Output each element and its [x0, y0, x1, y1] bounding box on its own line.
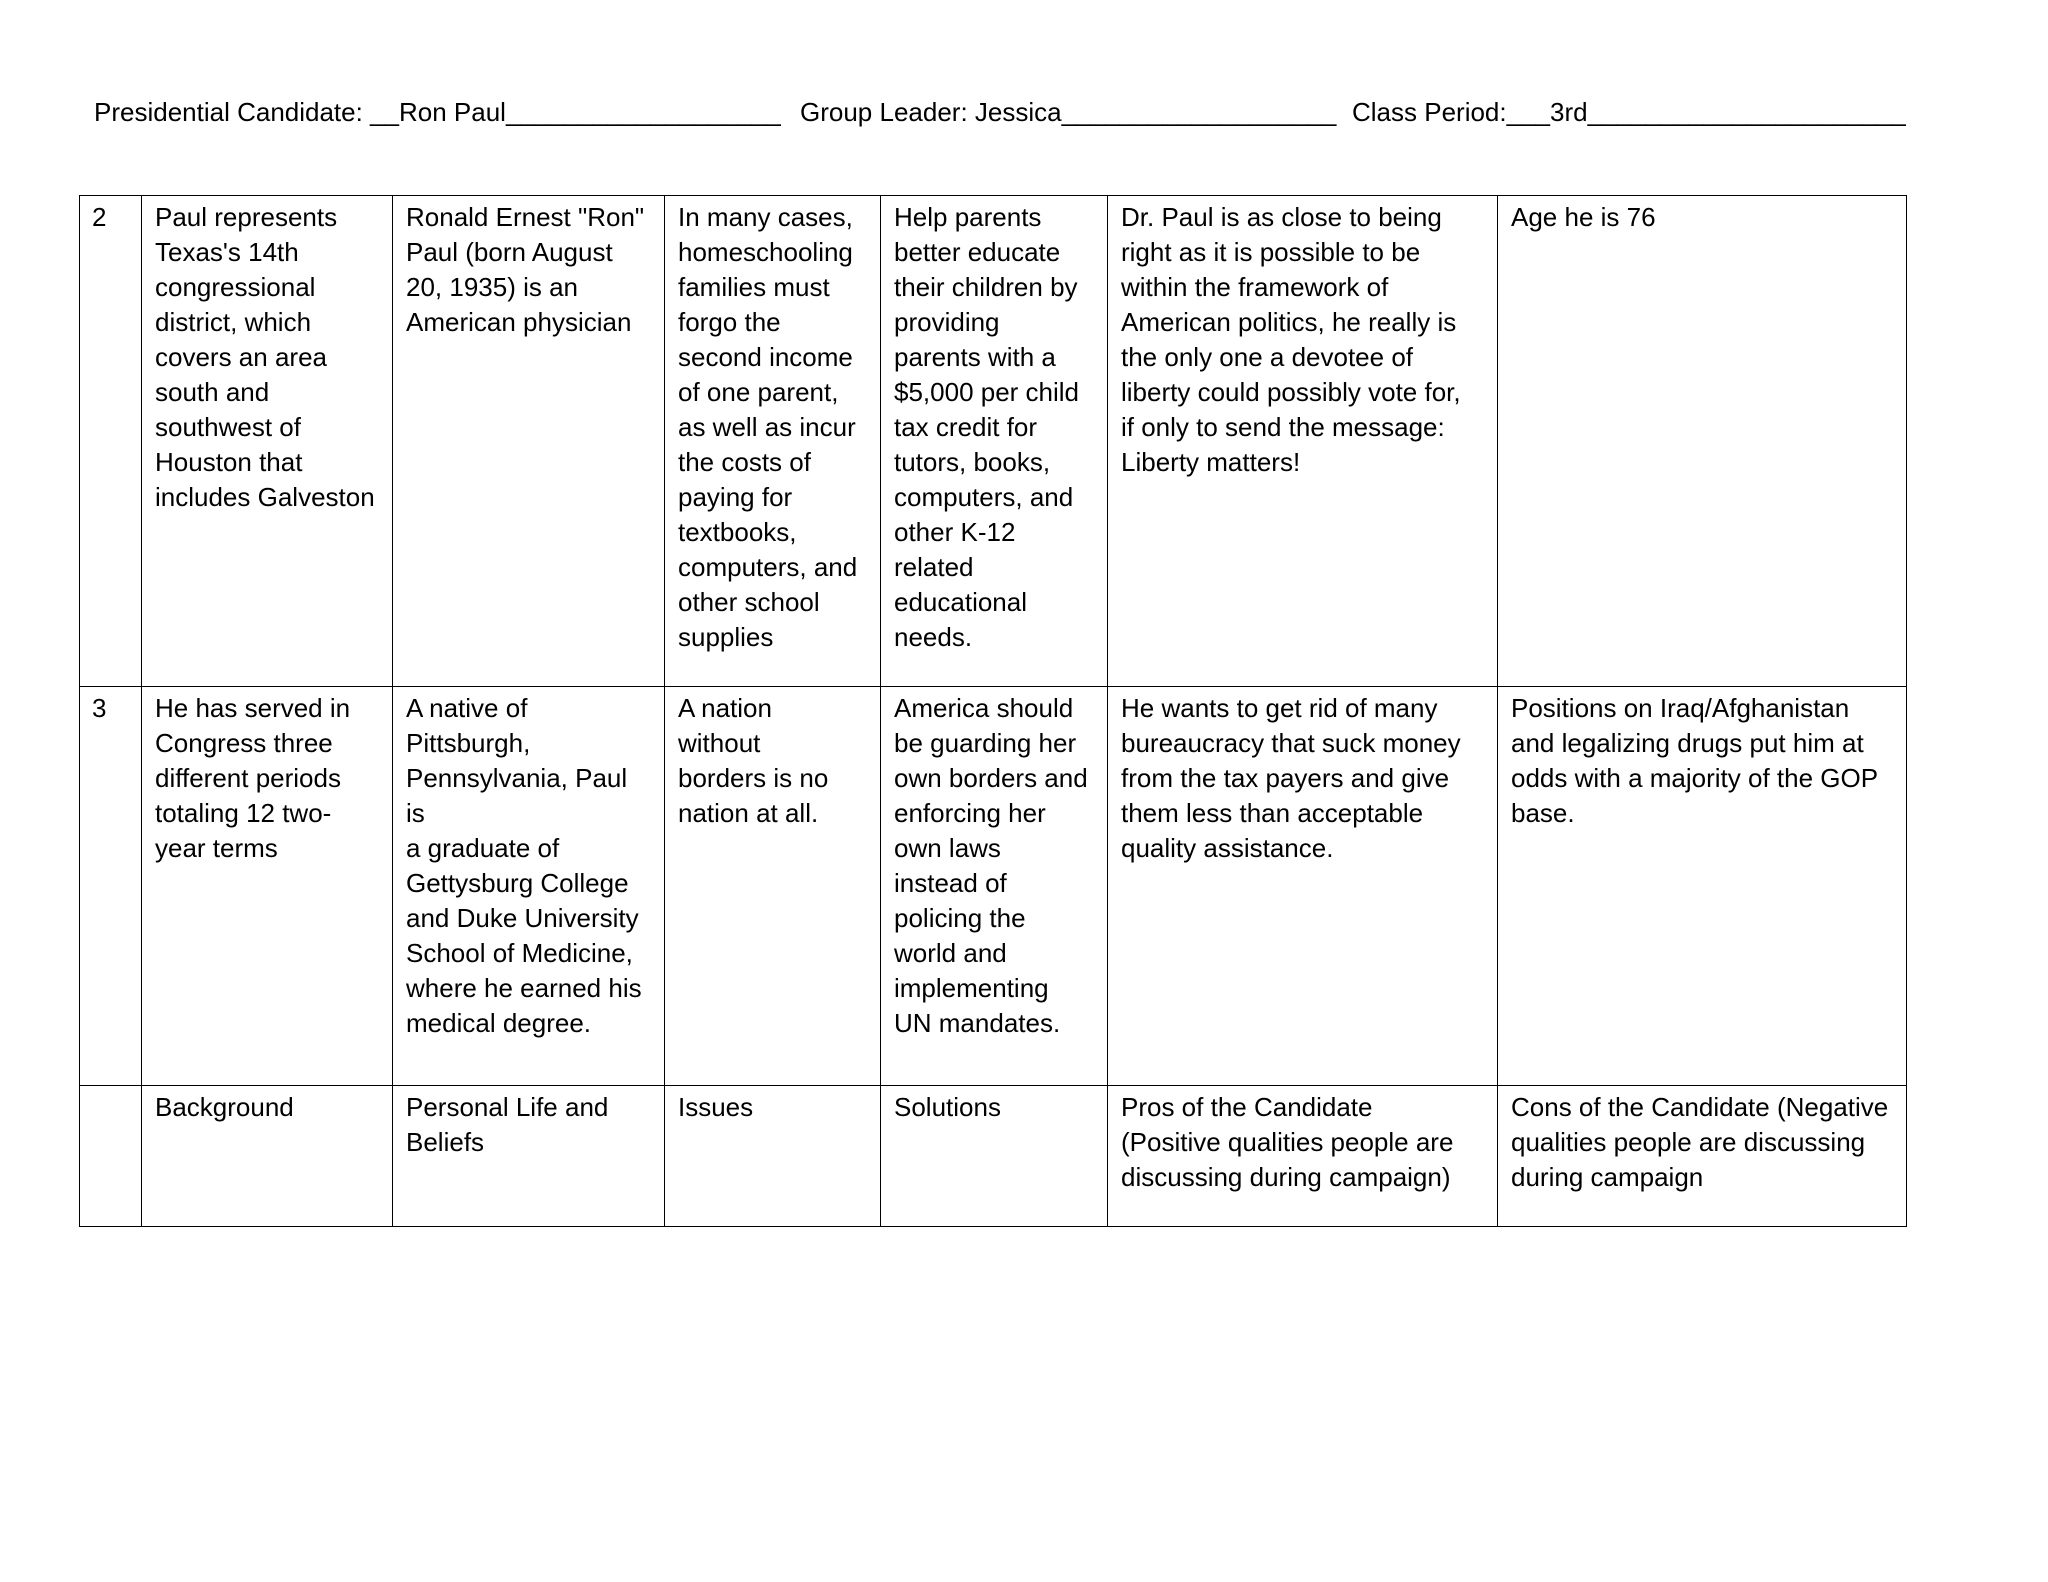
- group-leader-field: Group Leader: Jessica___________________: [800, 97, 1337, 127]
- issues-label: Issues: [665, 1086, 881, 1227]
- issues-cell: A nation without borders is no nation at all.: [665, 687, 881, 1086]
- pros-cell: He wants to get rid of many bureaucracy that suck money from the tax payers and give them less than acceptable quality assistance.: [1108, 687, 1498, 1086]
- solutions-cell: Help parents better educate their children by providing parents with a $5,000 per child tax credit for tutors, books, computers, and other K-12 related educational needs.: [881, 196, 1108, 687]
- solutions-label: Solutions: [881, 1086, 1108, 1227]
- personal-life-cell: Ronald Ernest "Ron" Paul (born August 20, 1935) is an American physician: [393, 196, 665, 687]
- column-label-row: [80, 1086, 1907, 1227]
- candidate-research-table: [79, 195, 1907, 1227]
- row-number-cell: 3: [80, 687, 142, 1086]
- table-row: [80, 196, 1907, 687]
- background-label: Background: [142, 1086, 393, 1227]
- cons-cell: Positions on Iraq/Afghanistan and legalizing drugs put him at odds with a majority of the GOP base.: [1498, 687, 1907, 1086]
- pros-cell: Dr. Paul is as close to being right as it is possible to be within the framework of American politics, he really is the only one a devotee of liberty could possibly vote for, if only to send the message: Liberty matters!: [1108, 196, 1498, 687]
- personal-life-label: Personal Life and Beliefs: [393, 1086, 665, 1227]
- background-cell: He has served in Congress three different periods totaling 12 two- year terms: [142, 687, 393, 1086]
- issues-cell: In many cases, homeschooling families must forgo the second income of one parent, as well as incur the costs of paying for textbooks, computers, and other school supplies: [665, 196, 881, 687]
- cons-label: Cons of the Candidate (Negative qualities people are discussing during campaign: [1498, 1086, 1907, 1227]
- pros-label: Pros of the Candidate (Positive qualities people are discussing during campaign): [1108, 1086, 1498, 1227]
- row-number-cell: [80, 1086, 142, 1227]
- presidential-candidate-field: Presidential Candidate: __Ron Paul___________________: [94, 97, 781, 127]
- personal-life-cell: A native of Pittsburgh, Pennsylvania, Paul is a graduate of Gettysburg College and Duke University School of Medicine, where he earned his medical degree.: [393, 687, 665, 1086]
- table-row: [80, 687, 1907, 1086]
- class-period-field: Class Period:___3rd______________________: [1352, 97, 1906, 127]
- cons-cell: Age he is 76: [1498, 196, 1907, 687]
- row-number-cell: 2: [80, 196, 142, 687]
- background-cell: Paul represents Texas's 14th congressional district, which covers an area south and southwest of Houston that includes Galveston: [142, 196, 393, 687]
- solutions-cell: America should be guarding her own borders and enforcing her own laws instead of policing the world and implementing UN mandates.: [881, 687, 1108, 1086]
